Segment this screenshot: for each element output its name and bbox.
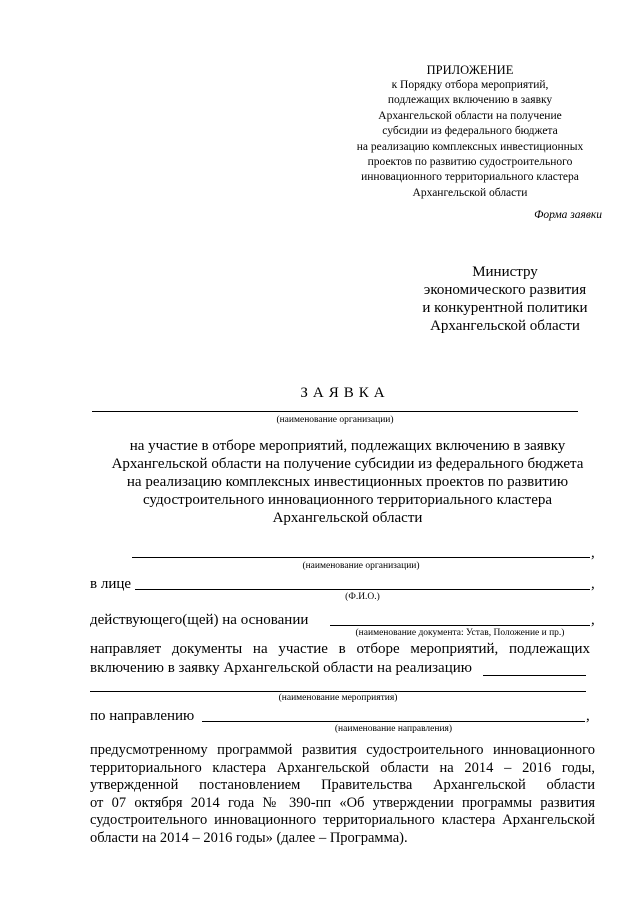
purpose-line: Архангельской области xyxy=(272,510,423,526)
basis-label: действующего(щей) на основании xyxy=(90,612,309,628)
basis-caption: (наименование документа: Устав, Положение и пр.) xyxy=(355,628,565,638)
purpose-block xyxy=(90,437,605,527)
appendix-line: Архангельской области xyxy=(412,186,528,199)
addressee-line: Министру xyxy=(472,264,538,280)
paragraph-line: утвержденной постановлением Правительства Архангельской области xyxy=(90,777,595,793)
person-caption: (Ф.И.О.) xyxy=(345,592,380,602)
purpose-line: на участие в отборе мероприятий, подлежащих включению в заявку xyxy=(129,438,566,454)
appendix-heading: ПРИЛОЖЕНИЕ xyxy=(426,63,514,77)
paragraph-line: от 07 октября 2014 года № 390-пп «Об утверждении программы развития xyxy=(90,794,595,811)
comma: , xyxy=(591,576,595,592)
person-name-field[interactable] xyxy=(135,589,590,590)
form-label: Форма заявки xyxy=(534,209,602,221)
direction-field[interactable] xyxy=(202,721,585,722)
comma: , xyxy=(591,612,595,628)
document-title: ЗАЯВКА xyxy=(300,385,390,401)
implementation-field[interactable] xyxy=(483,675,586,676)
addressee-line: и конкурентной политики xyxy=(422,300,588,316)
organization-name-field[interactable] xyxy=(92,411,578,412)
appendix-line: Архангельской области на получение xyxy=(378,109,562,122)
addressee-block xyxy=(390,263,620,335)
program-paragraph xyxy=(90,742,595,847)
purpose-line: Архангельской области на получение субсидии из федерального бюджета xyxy=(111,456,584,472)
event-name-field[interactable] xyxy=(90,691,586,692)
purpose-line: на реализацию комплексных инвестиционных проектов по развитию xyxy=(126,474,569,490)
appendix-block xyxy=(320,62,620,201)
event-caption: (наименование мероприятия) xyxy=(278,693,398,703)
sends-line-2: включению в заявку Архангельской области на реализацию xyxy=(90,660,472,676)
direction-label: по направлению xyxy=(90,708,195,724)
sends-line-1: направляет документы на участие в отборе мероприятий, подлежащих xyxy=(90,641,590,657)
person-label: в лице xyxy=(90,576,132,592)
purpose-line: судостроительного инновационного территориального кластера xyxy=(142,492,553,508)
addressee-line: экономического развития xyxy=(423,282,587,298)
organization-caption-2: (наименование организации) xyxy=(302,561,420,571)
appendix-line: субсидии из федерального бюджета xyxy=(382,125,558,138)
paragraph-line: предусмотренному программой развития судостроительного инновационного xyxy=(90,742,595,758)
addressee-line: Архангельской области xyxy=(430,318,580,334)
organization-caption: (наименование организации) xyxy=(276,415,394,425)
organization-name-field-2[interactable] xyxy=(132,557,590,558)
direction-caption: (наименование направления) xyxy=(334,724,453,734)
paragraph-line: территориального кластера Архангельской области на 2014 – 2016 годы, xyxy=(90,759,595,776)
paragraph-line: области на 2014 – 2016 годы» (далее – Программа). xyxy=(90,829,408,846)
appendix-line: инновационного территориального кластера xyxy=(361,171,579,184)
paragraph-line: судостроительного инновационного территориального кластера Архангельской xyxy=(90,812,595,828)
basis-document-field[interactable] xyxy=(330,625,590,626)
appendix-line: подлежащих включению в заявку xyxy=(387,94,553,107)
appendix-line: проектов по развитию судостроительного xyxy=(367,156,573,169)
appendix-line: на реализацию комплексных инвестиционных xyxy=(356,140,584,153)
appendix-line: к Порядку отбора мероприятий, xyxy=(391,79,549,91)
comma: , xyxy=(591,545,595,561)
comma: , xyxy=(586,708,590,724)
